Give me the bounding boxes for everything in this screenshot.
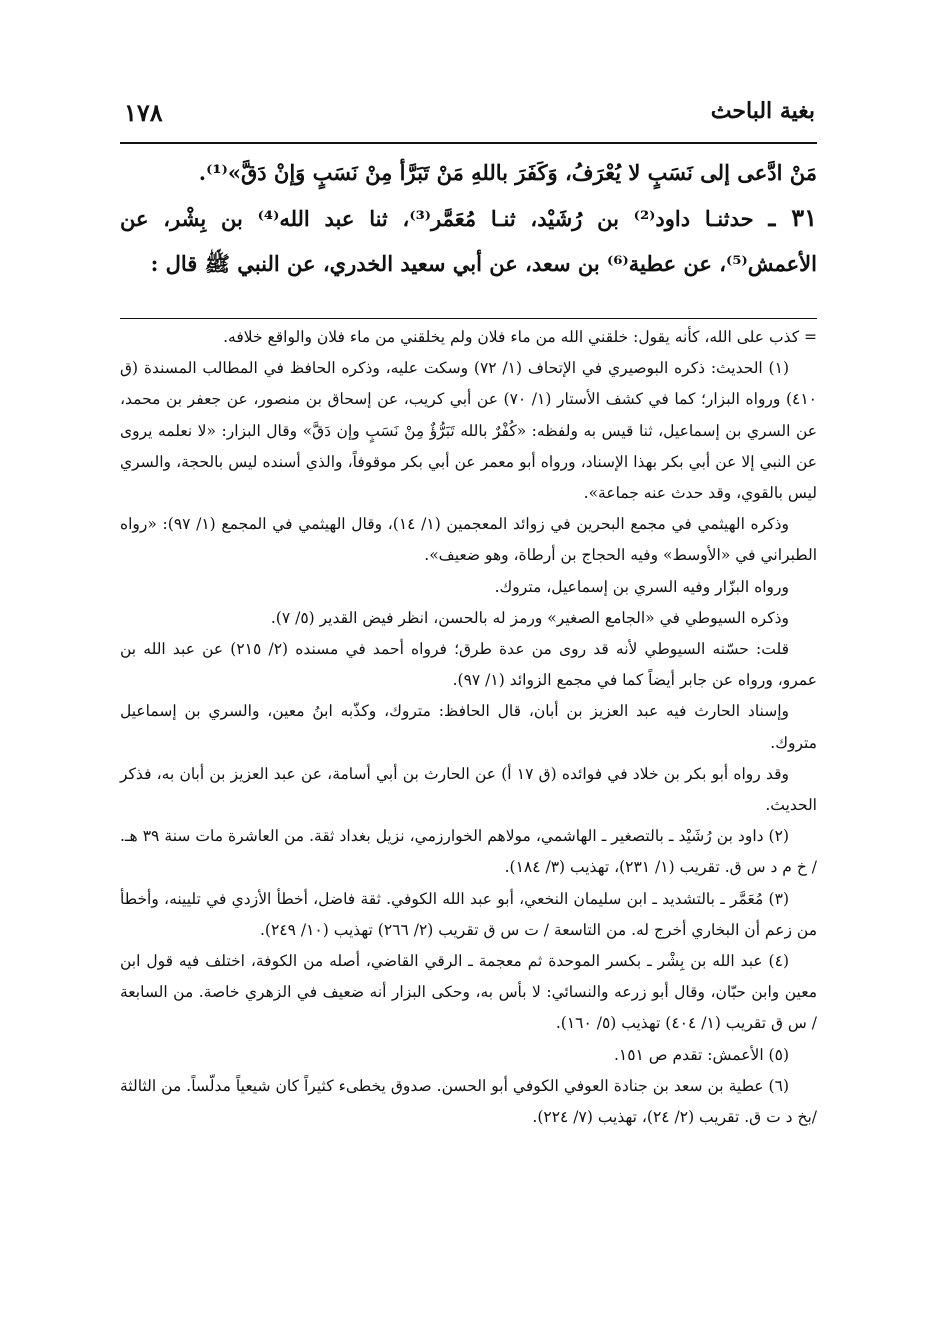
footnote-paragraph: وذكره السيوطي في «الجامع الصغير» ورمز له بالحسن، انظر فيض القدير (٥/ ٧). xyxy=(270,608,789,627)
main-line: مَنْ ادَّعى إلى نَسَبٍ لا يُعْرَفُ، وَكَفَرَ باللهِ مَنْ تَبَرَّأ مِنْ نَسَبٍ وَإنْ دَقَّ»⁽¹⁾. xyxy=(198,160,817,185)
running-title: بغية الباحث xyxy=(710,98,815,124)
hadith-paragraph xyxy=(120,195,817,286)
hadith-text: حدثنـا داود⁽²⁾ بن رُشَيْد، ثنـا مُعَمَّر⁽³⁾، ثنا عبد الله⁽⁴⁾ بن بِشْر، عن الأعمش⁽⁵⁾، عن عطية⁽⁶⁾ بن سعد، عن أبي سعيد الخدري، عن النبي ﷺ قال : xyxy=(120,206,817,276)
footnote-paragraph: وإسناد الحارث فيه عبد العزيز بن أبان، قال الحافظ: متروك، وكذّبه ابنُ معين، والسري بن إسماعيل متروك. xyxy=(120,702,817,752)
page-number: ١٧٨ xyxy=(124,98,163,127)
footnote-paragraph: قلت: حسّنه السيوطي لأنه قد روى من عدة طرق؛ فرواه أحمد في مسنده (٢/ ٢١٥) عن عبد الله بن عمرو، ورواه عن جابر أيضاً كما في مجمع الزوائد (١/ ٩٧). xyxy=(120,640,817,690)
main-text xyxy=(120,150,817,286)
footnote-paragraph: (٣) مُعَمَّر ـ بالتشديد ـ ابن سليمان النخعي، أبو عبد الله الكوفي. ثقة فاضل، أخطأ الأزدي في تليينه، وأخطأ من زعم أن البخاري أخرج له. من التاسعة / ت س ق تقريب (٢/ ٢٦٦) تهذيب (١٠/ ٢٤٩). xyxy=(120,889,817,939)
footnote-paragraph: وقد رواه أبو بكر بن خلاد في فوائده (ق ١٧ أ) عن الحارث بن أبي أسامة، عن عبد العزيز بن أبان به، فذكر الحديث. xyxy=(120,764,817,815)
page-header xyxy=(120,92,817,144)
footnotes xyxy=(120,322,817,1133)
footnote-paragraph: (٦) عطية بن سعد بن جنادة العوفي الكوفي أبو الحسن. صدوق يخطىء كثيراً كان شيعياً مدلّساً. من الثالثة /بخ د ت ق. تقريب (٢/ ٢٤)، تهذيب (٧/ ٢٢٤). xyxy=(120,1076,817,1127)
footnote-paragraph: = كذب على الله، كأنه يقول: خلقني الله من ماء فلان ولم يخلقني من ماء فلان والواقع خلافه. xyxy=(223,328,817,346)
footnote-paragraph: (٤) عبد الله بن بِشْر ـ بكسر الموحدة ثم معجمة ـ الرقي القاضي، أصله من الكوفة، اختلف فيه قول ابن معين وابن حبّان، وقال أبو زرعه والنسائي: لا بأس به، وحكى البزار أنه ضعيف في الزهري خاصة. من السابعة / س ق تقريب (١/ ٤٠٤) تهذيب (٥/ ١٦٠). xyxy=(120,952,817,1033)
footnote-paragraph: (١) الحديث: ذكره البوصيري في الإتحاف (١/ ٧٢) وسكت عليه، وذكره الحافظ في المطالب المسندة (ق ٤١٠) ورواه البزار؛ كما في كشف الأستار (١/ ٧٠) عن أبي كريب، عن إسحاق بن منصور، عن جعفر بن محمد، عن السري بن إسماعيل، ثنا قيس به ولفظه: «كُفْرٌ بالله تَبَرُّؤٌ مِنْ نَسَبٍ وإن دَقَّ» وقال البزار: «لا نعلمه يروى عن النبي إلا عن أبي بكر بهذا الإسناد، ورواه أبو معمر عن أبي بكر موقوفاً، والذي أسنده ليس بالحجة، والسري ليس بالقوي، وقد حدث عنه جماعة». xyxy=(120,359,817,503)
hadith-number: ٣١ ـ xyxy=(768,203,818,232)
footnote-paragraph: ورواه البزّار وفيه السري بن إسماعيل، متروك. xyxy=(494,577,789,596)
footnote-paragraph: (٢) داود بن رُشَيْد ـ بالتصغير ـ الهاشمي، مولاهم الخوارزمي، نزيل بغداد ثقة. من العاشرة مات سنة ٣٩ هـ. / خ م د س ق. تقريب (١/ ٢٣١)، تهذيب (٣/ ١٨٤). xyxy=(120,827,817,877)
footnote-separator xyxy=(120,318,817,319)
footnote-paragraph: (٥) الأعمش: تقدم ص ١٥١. xyxy=(613,1045,789,1064)
footnote-paragraph: وذكره الهيثمي في مجمع البحرين في زوائد المعجمين (١/ ١٤)، وقال الهيثمي في المجمع (١/ ٩٧): «رواه الطبراني في «الأوسط» وفيه الحجاج بن أرطاة، وهو ضعيف». xyxy=(120,515,817,565)
